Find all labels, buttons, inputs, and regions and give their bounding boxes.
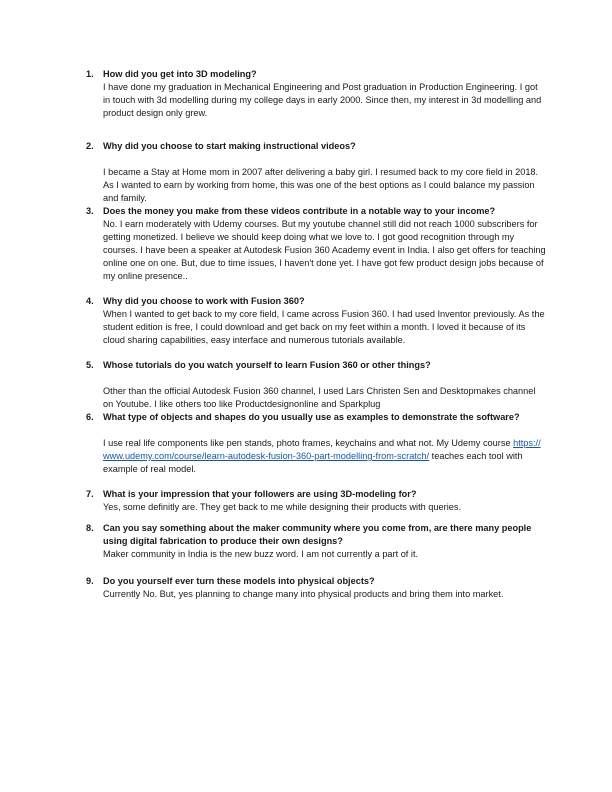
qa-content [103,522,546,561]
answer-text: When I wanted to get back to my core field, I came across Fusion 360. I had used Inventor previously. As the student edition is free, I could download and get back on my feet within a month. I loved it because of its cloud sharing capabilities, easy interface and numerous tutorials available. [103,309,545,345]
question-text: What type of objects and shapes do you usually use as examples to demonstrate the software? [103,412,520,422]
answer-text-before-link: I use real life components like pen stands, photo frames, keychains and what not. My Udemy course [103,438,514,448]
qa-content [103,411,546,476]
answer-text-after-link: teaches each tool with example of real model. [103,451,523,474]
udemy-course-link[interactable]: https://www.udemy.com/course/learn-autodesk-fusion-360-part-modelling-from-scratch/ [103,438,541,461]
item-number: 8. [86,523,94,533]
item-number: 6. [86,412,94,422]
qa-content [103,359,546,411]
qa-item-5 [86,359,546,411]
answer-text: No. I earn moderately with Udemy courses. But my youtube channel still did not reach 1000 subscribers for getting monetized. I believe we should keep doing what we love to. I got good recognition through my courses. I have been a speaker at Autodesk Fusion 360 Academy event in India. I also get offers for teaching online one on one. But, due to time issues, I haven't done yet. I have got few product design jobs because of my online presence.. [103,219,546,281]
question-text: Does the money you make from these videos contribute in a notable way to your income? [103,206,496,216]
qa-item-6 [86,411,546,476]
answer-text: Yes, some definitly are. They get back to me while designing their products with queries. [103,502,461,512]
qa-item-7 [86,488,546,514]
item-number: 1. [86,69,94,79]
answer-text: Currently No. But, yes planning to change many into physical products and bring them into market. [103,589,504,599]
qa-item-8 [86,522,546,561]
qa-item-2 [86,140,546,205]
answer-text: Other than the official Autodesk Fusion 360 channel, I used Lars Christen Sen and Desktopmakes channel on Youtube. I like others too like Productdesignonline and Sparkplug [103,386,536,409]
answer-text: Maker community in India is the new buzz word. I am not currently a part of it. [103,549,419,559]
question-text: Why did you choose to start making instructional videos? [103,141,356,151]
qa-content [103,205,546,283]
item-number: 4. [86,296,94,306]
qa-content [103,488,546,514]
item-number: 2. [86,141,94,151]
question-text: Do you yourself ever turn these models into physical objects? [103,576,375,586]
item-number: 5. [86,360,94,370]
qa-item-9 [86,575,546,601]
answer-text: I became a Stay at Home mom in 2007 after delivering a baby girl. I resumed back to my core field in 2018. As I wanted to earn by working from home, this was one of the best options as I could balance my passion and family. [103,167,539,203]
question-text: Whose tutorials do you watch yourself to learn Fusion 360 or other things? [103,360,431,370]
qa-content [103,68,546,120]
qa-content [103,295,546,347]
question-text: What is your impression that your followers are using 3D-modeling for? [103,489,417,499]
item-number: 7. [86,489,94,499]
item-number: 9. [86,576,94,586]
answer-text: I have done my graduation in Mechanical Engineering and Post graduation in Production Engineering. I got in touch with 3d modelling during my college days in early 2000. Since then, my interest in 3d modelling and product design only grew. [103,82,542,118]
qa-item-4 [86,295,546,347]
question-text: Can you say something about the maker community where you come from, are there many people using digital fabrication to produce their own designs? [103,523,532,546]
qa-content [103,140,546,205]
qa-content [103,575,546,601]
qa-item-3 [86,205,546,283]
question-text: Why did you choose to work with Fusion 360? [103,296,305,306]
item-number: 3. [86,206,94,216]
question-text: How did you get into 3D modeling? [103,69,257,79]
qa-item-1 [86,68,546,120]
answer-text [103,437,546,476]
qa-list [86,68,546,601]
